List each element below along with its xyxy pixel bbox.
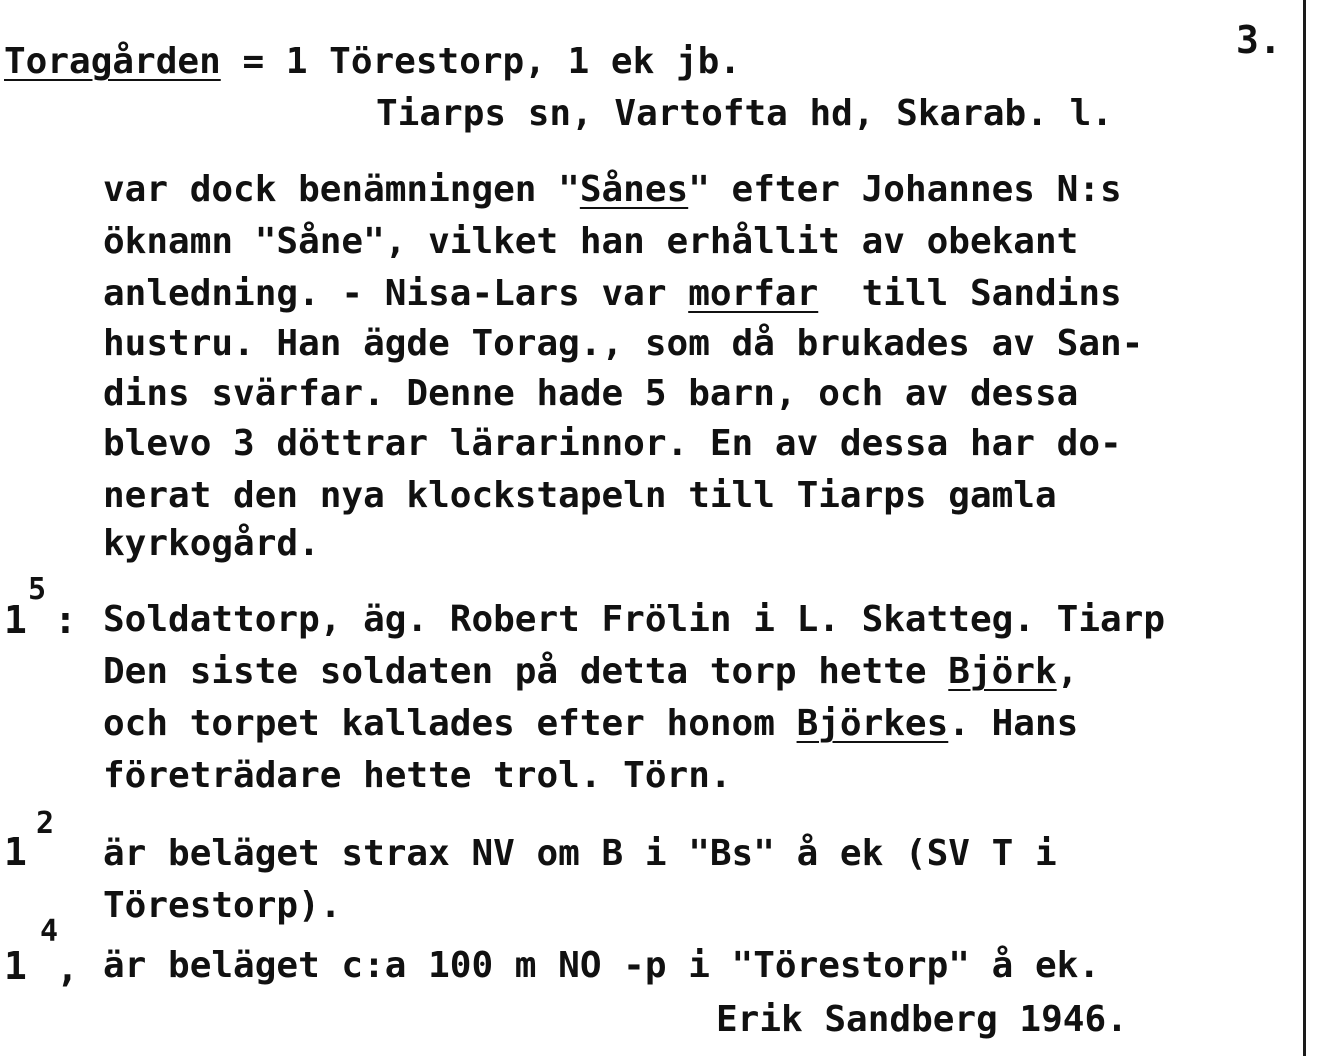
entry-1-4-line-1: är beläget c:a 100 m NO -p i "Törestorp" å ek. [103, 945, 1100, 986]
para1-line-1 [103, 168, 1122, 212]
entry-1-5-line-1: Soldattorp, äg. Robert Frölin i L. Skatteg. Tiarp [103, 599, 1166, 640]
para1-line-1-b: " efter Johannes N:s [688, 169, 1122, 210]
entry-1-5-line-3 [103, 702, 1078, 746]
entry-1-5-sup: 5 [28, 572, 47, 607]
header-line-1-rest: 1 Törestorp, 1 ek jb. [285, 41, 741, 82]
entry-1-5-base: 1 [4, 598, 27, 642]
para1-line-3-b: till Sandins [818, 273, 1122, 314]
entry-1-5-line-3-a: och torpet kallades efter honom [103, 703, 797, 744]
entry-1-2-base: 1 [4, 830, 27, 874]
entry-1-5-line-3-b: . Hans [948, 703, 1079, 744]
signature: Erik Sandberg 1946. [716, 999, 1128, 1040]
entry-1-4-sup: 4 [40, 914, 59, 949]
underlined-sanes: Sånes [579, 169, 689, 210]
entry-1-2-line-2: Törestorp). [103, 885, 342, 926]
para1-line-3-a: anledning. - Nisa-Lars var [103, 273, 689, 314]
place-name: Toragården [4, 41, 221, 82]
entry-1-2-line-1: är beläget strax NV om B i "Bs" å ek (SV T i [103, 833, 1057, 874]
underlined-bjorkes: Björkes [796, 703, 949, 744]
para1-line-5: dins svärfar. Denne hade 5 barn, och av dessa [103, 373, 1079, 414]
para1-line-4: hustru. Han ägde Torag., som då brukades av San- [103, 323, 1144, 364]
equals-sign: = [242, 41, 265, 82]
header-line-2: Tiarps sn, Vartofta hd, Skarab. l. [376, 93, 1113, 134]
page-number: 3. [1236, 18, 1282, 62]
entry-1-5-sep: : [54, 598, 77, 642]
para1-line-1-a: var dock benämningen " [103, 169, 580, 210]
para1-line-7: nerat den nya klockstapeln till Tiarps gamla [103, 475, 1057, 516]
para1-line-2: öknamn "Såne", vilket han erhållit av obekant [103, 221, 1079, 262]
para1-line-8: kyrkogård. [103, 523, 320, 564]
entry-1-2-sup: 2 [36, 806, 55, 841]
entry-1-5-line-2-a: Den siste soldaten på detta torp hette [103, 651, 949, 692]
entry-1-5-line-2-b: , [1056, 651, 1079, 692]
entry-1-4-base: 1 [4, 944, 27, 988]
entry-1-4-sep: , [56, 946, 79, 990]
underlined-bjork: Björk [948, 651, 1057, 692]
entry-1-5-line-2 [103, 650, 1078, 694]
para1-line-6: blevo 3 döttrar lärarinnor. En av dessa har do- [103, 423, 1122, 464]
header-line-1 [4, 40, 741, 84]
para1-line-3 [103, 272, 1122, 316]
right-margin-rule [1303, 0, 1306, 1056]
underlined-morfar: morfar [688, 273, 819, 314]
entry-1-5-line-4: företrädare hette trol. Törn. [103, 755, 732, 796]
